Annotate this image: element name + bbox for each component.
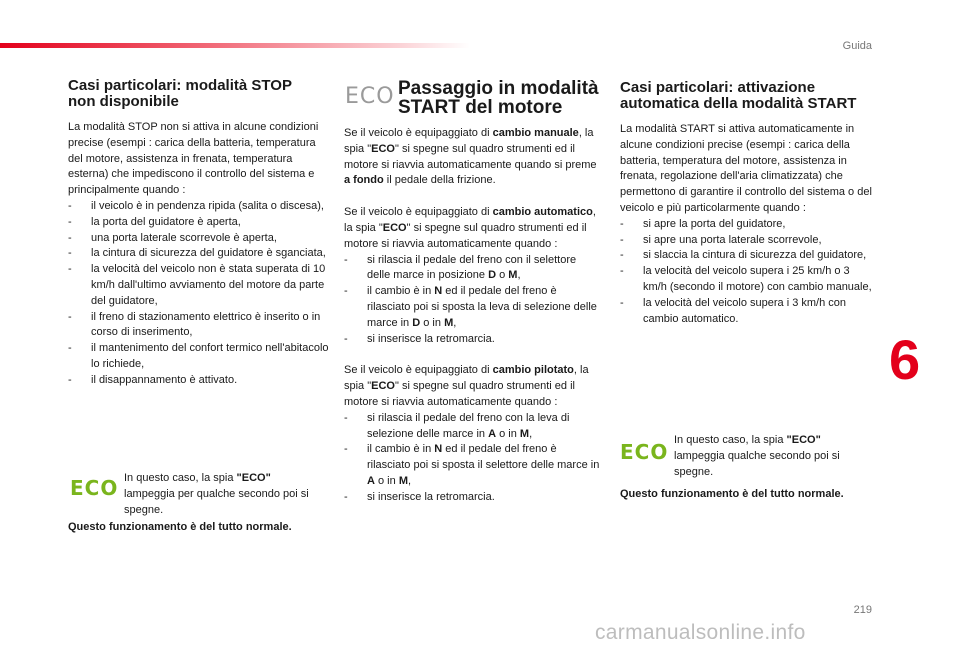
eco-note: In questo caso, la spia "ECO" lampeggia qualche secondo poi si spegne. [674,434,840,478]
eco-icon: ECO [70,476,119,500]
normal-operation-note: Questo funzionamento è del tutto normale. [620,488,844,500]
section-label: Guida [842,40,872,52]
list-item: - si slaccia la cintura di sicurezza del guidatore, [620,248,876,264]
list-item: - la porta del guidatore è aperta, [68,215,330,231]
list-item: - la velocità del veicolo supera i 3 km/h con cambio automatico. [620,296,876,328]
intro-text: La modalità START si attiva automaticamente in alcune condizioni precise (esempi : carica della batteria, temperatura del motore, assistenza in frenata, regolazione dell'aria climatizzata) che permettono di garantire il controllo del sistema o del veicolo e più particolarmente quando : [620,123,872,214]
list-item: - si apre una porta laterale scorrevole, [620,233,876,249]
chapter-number: 6 [889,328,921,391]
list-item: - il veicolo è in pendenza ripida (salita o discesa), [68,199,330,215]
list-item: - si inserisce la retromarcia. [344,490,600,506]
list-item: - il disappannamento è attivato. [68,373,330,389]
list-item: - la cintura di sicurezza del guidatore è sganciata, [68,246,330,262]
section-title-stop: Casi particolari: modalità STOP non disponibile [68,77,292,110]
list-item: - il freno di stazionamento elettrico è inserito o in corso di inserimento, [68,310,330,342]
eco-note: In questo caso, la spia "ECO" lampeggia per qualche secondo poi si spegne. [124,472,309,516]
watermark: carmanualsonline.info [595,621,806,644]
list-item: - la velocità del veicolo non è stata superata di 10 km/h dall'ultimo avviamento del motore da parte del guidatore, [68,262,330,309]
list-item: - si inserisce la retromarcia. [344,332,600,348]
automatic-gearbox-paragraph: Se il veicolo è equipaggiato di cambio automatico, la spia "ECO" si spegne sul quadro strumenti ed il motore si riavvia automaticamente quando : [344,206,596,250]
header-accent-bar [0,43,470,48]
normal-operation-note: Questo funzionamento è del tutto normale. [68,521,292,533]
list-item: - il cambio è in N ed il pedale del freno è rilasciato poi si sposta la leva di selezione delle marce in D o in M, [344,284,600,331]
column-start-auto [620,80,876,327]
list-item: - il mantenimento del confort termico nell'abitacolo lo richiede, [68,341,330,373]
list-item: - il cambio è in N ed il pedale del freno è rilasciato poi si sposta il selettore delle marce in A o in M, [344,442,600,489]
condition-list [620,217,876,328]
manual-gearbox-paragraph: Se il veicolo è equipaggiato di cambio manuale, la spia "ECO" si spegne sul quadro strumenti ed il motore si riavvia automaticamente quando si preme a fondo il pedale della frizione. [344,127,597,187]
eco-icon: ECO [620,440,669,464]
list-item: - la velocità del veicolo supera i 25 km/h o 3 km/h (secondo il motore) con cambio manuale, [620,264,876,296]
automatic-condition-list [344,253,600,348]
list-item: - una porta laterale scorrevole è aperta, [68,231,330,247]
piloted-condition-list [344,411,600,506]
column-start-mode [344,126,600,506]
eco-icon: ECO [345,84,395,109]
list-item: - si rilascia il pedale del freno con il selettore delle marce in posizione D o M, [344,253,600,285]
list-item: - si apre la porta del guidatore, [620,217,876,233]
intro-text: La modalità STOP non si attiva in alcune condizioni precise (esempi : carica della batteria, temperatura del motore, assistenza in frenata, temperatura esterna) che impediscono il controllo del sistema e principalmente quando : [68,121,319,197]
list-item: - si rilascia il pedale del freno con la leva di selezione delle marce in A o in M, [344,411,600,443]
column-stop-unavailable [68,78,330,389]
condition-list [68,199,330,389]
section-title-start: Passaggio in modalità START del motore [398,78,599,118]
page-number: 219 [853,604,872,616]
section-title-start-auto: Casi particolari: attivazione automatica della modalità START [620,79,857,112]
piloted-gearbox-paragraph: Se il veicolo è equipaggiato di cambio pilotato, la spia "ECO" si spegne sul quadro strumenti ed il motore si riavvia automaticamente quando : [344,364,589,408]
